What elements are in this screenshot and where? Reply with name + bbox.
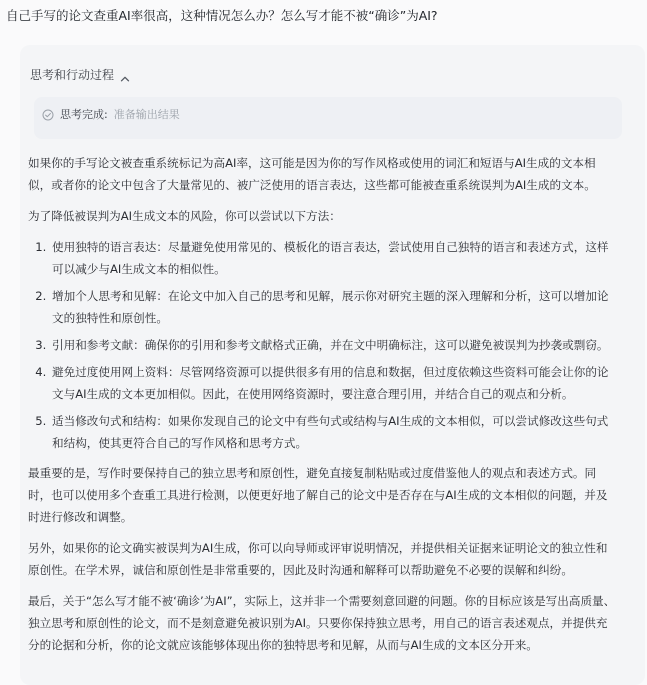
thinking-toggle[interactable] xyxy=(30,65,130,85)
list-item: 4. 避免过度使用网上资料：尽管网络资源可以提供很多有用的信息和数据，但过度依赖这些资料可能会让你的论文与AI生成的文本更加相似。因此，在使用网络资源时，要注意合理引用，并结合自己的观点和分析。 xyxy=(50,361,616,405)
list-item: 3. 引用和参考文献：确保你的引用和参考文献格式正确，并在文中明确标注，这可以避免被误判为抄袭或剽窃。 xyxy=(50,334,616,356)
method-list xyxy=(28,236,616,454)
list-item: 1. 使用独特的语言表达：尽量避免使用常见的、模板化的语言表达，尝试使用自己独特的语言和表述方式，这样可以减少与AI生成文本的相似性。 xyxy=(50,236,616,280)
chevron-up-icon xyxy=(120,70,130,80)
answer-paragraph: 最后，关于“怎么写才能不被‘确诊’为AI”，实际上，这并非一个需要刻意回避的问题。你的目标应该是写出高质量、独立思考和原创性的论文，而不是刻意避免被识别为AI。只要你保持独立思考，用自己的语言表述观点，并提供充分的论据和分析，你的论文就应该能够体现出你的独特思考和见解，从而与AI生成的文本区分开来。 xyxy=(28,594,616,652)
list-item: 5. 适当修改句式和结构：如果你发现自己的论文中有些句式或结构与AI生成的文本相似，可以尝试修改这些句式和结构，使其更符合自己的写作风格和思考方式。 xyxy=(50,410,616,454)
status-label: 思考完成: xyxy=(60,108,108,121)
user-question: 自己手写的论文查重AI率很高，这种情况怎么办？怎么写才能不被“确诊”为AI? xyxy=(6,8,438,23)
check-circle-icon xyxy=(42,109,54,121)
answer-content xyxy=(28,152,616,665)
answer-paragraph: 最重要的是，写作时要保持自己的独立思考和原创性，避免直接复制粘贴或过度借鉴他人的观点和表述方式。同时，也可以使用多个查重工具进行检测，以便更好地了解自己的论文中是否存在与AI生成的文本相似的问题，并及时进行修改和调整。 xyxy=(28,466,608,524)
answer-paragraph: 另外，如果你的论文确实被误判为AI生成，你可以向导师或评审说明情况，并提供相关证据来证明论文的独立性和原创性。在学术界，诚信和原创性是非常重要的，因此及时沟通和解释可以帮助避免不必要的误解和纠纷。 xyxy=(28,541,608,577)
answer-intro: 如果你的手写论文被查重系统标记为高AI率，这可能是因为你的写作风格或使用的词汇和短语与AI生成的文本相似，或者你的论文中包含了大量常见的、被广泛使用的语言表达，这些都可能被查重系统误判为AI生成的文本。 xyxy=(28,156,596,192)
thinking-status xyxy=(42,106,180,124)
list-item: 2. 增加个人思考和见解：在论文中加入自己的思考和见解，展示你对研究主题的深入理解和分析，这可以增加论文的独特性和原创性。 xyxy=(50,285,616,329)
answer-lead: 为了降低被误判为AI生成文本的风险，你可以尝试以下方法： xyxy=(28,209,341,223)
thinking-toggle-label: 思考和行动过程 xyxy=(30,68,115,82)
status-detail: 准备输出结果 xyxy=(113,108,180,121)
